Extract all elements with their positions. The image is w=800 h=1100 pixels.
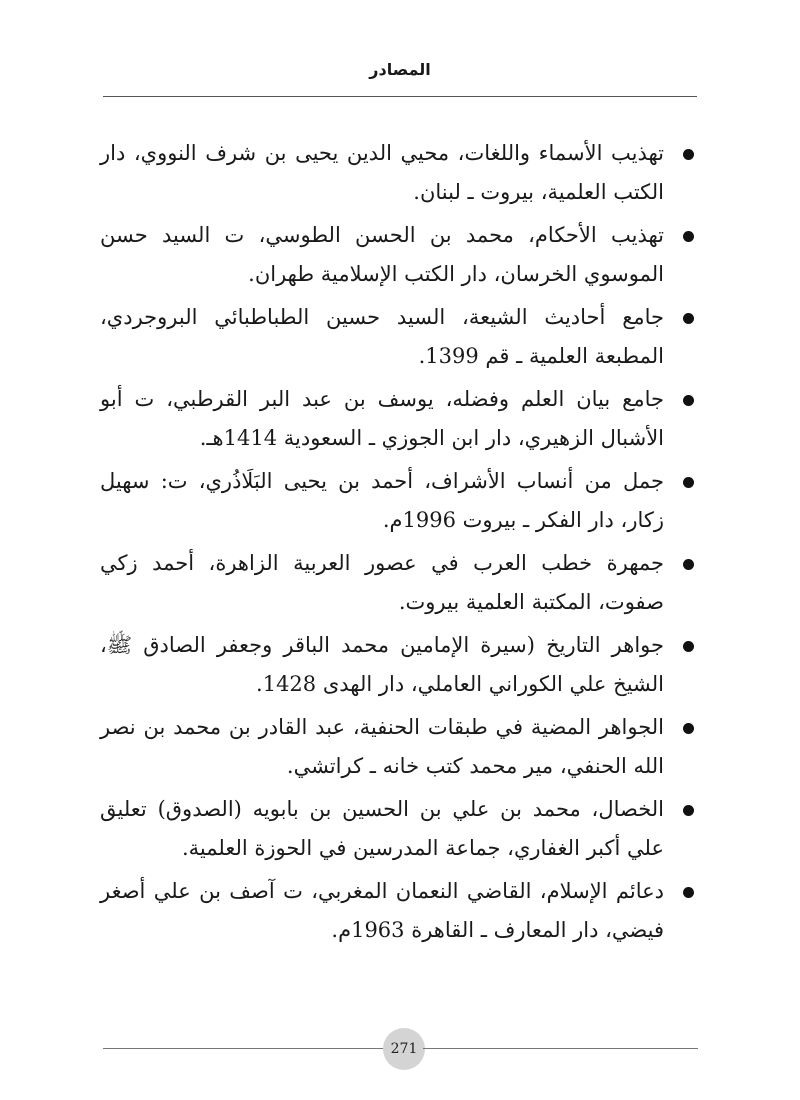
entry-text: جامع بيان العلم وفضله، يوسف بن عبد البر القرطبي، ت أبو الأشبال الزهيري، دار ابن الجوزي ـ السعودية 1414هـ.: [100, 387, 664, 450]
entry-text: جواهر التاريخ (سيرة الإمامين محمد الباقر وجعفر الصادق ﷺ، الشيخ علي الكوراني العاملي، دار الهدى 1428.: [100, 633, 664, 696]
bibliography-entry: [100, 790, 700, 868]
entry-text: الجواهر المضية في طبقات الحنفية، عبد القادر بن محمد بن نصر الله الحنفي، مير محمد كتب خانه ـ كراتشي.: [100, 715, 664, 778]
bibliography-entry: [100, 462, 700, 540]
bibliography-entry: [100, 216, 700, 294]
entry-text: تهذيب الأحكام، محمد بن الحسن الطوسي، ت السيد حسن الموسوي الخرسان، دار الكتب الإسلامية طهران.: [100, 223, 664, 286]
bibliography-entry: [100, 626, 700, 704]
entry-text: جامع أحاديث الشيعة، السيد حسين الطباطبائي البروجردي، المطبعة العلمية ـ قم 1399.: [100, 305, 664, 368]
bullet-icon: [683, 805, 694, 816]
bibliography-entry: [100, 544, 700, 622]
bullet-icon: [683, 231, 694, 242]
entry-text: تهذيب الأسماء واللغات، محيي الدين يحيى بن شرف النووي، دار الكتب العلمية، بيروت ـ لبنان.: [100, 141, 664, 204]
entry-text: الخصال، محمد بن علي بن الحسين بن بابويه (الصدوق) تعليق علي أكبر الغفاري، جماعة المدرسين في الحوزة العلمية.: [100, 797, 664, 860]
bullet-icon: [683, 559, 694, 570]
bullet-icon: [683, 395, 694, 406]
page-number-badge: 271: [383, 1028, 425, 1070]
entry-text: جمهرة خطب العرب في عصور العربية الزاهرة، أحمد زكي صفوت، المكتبة العلمية بيروت.: [100, 551, 664, 614]
bullet-icon: [683, 723, 694, 734]
footer-divider-left: [103, 1048, 385, 1049]
bullet-icon: [683, 887, 694, 898]
page-header-title: المصادر: [369, 60, 431, 79]
bullet-icon: [683, 313, 694, 324]
entry-text: دعائم الإسلام، القاضي النعمان المغربي، ت آصف بن علي أصغر فيضي، دار المعارف ـ القاهرة 1963م.: [100, 879, 664, 942]
footer-divider-right: [423, 1048, 698, 1049]
bibliography-list: [100, 134, 700, 954]
bibliography-entry: [100, 380, 700, 458]
header-divider: [103, 96, 697, 97]
bullet-icon: [683, 641, 694, 652]
bibliography-entry: [100, 708, 700, 786]
bibliography-entry: [100, 872, 700, 950]
bullet-icon: [683, 477, 694, 488]
bullet-icon: [683, 149, 694, 160]
bibliography-entry: [100, 298, 700, 376]
bibliography-entry: [100, 134, 700, 212]
entry-text: جمل من أنساب الأشراف، أحمد بن يحيى البَلَاذُري، ت: سهيل زكار، دار الفكر ـ بيروت 1996م.: [100, 469, 664, 532]
